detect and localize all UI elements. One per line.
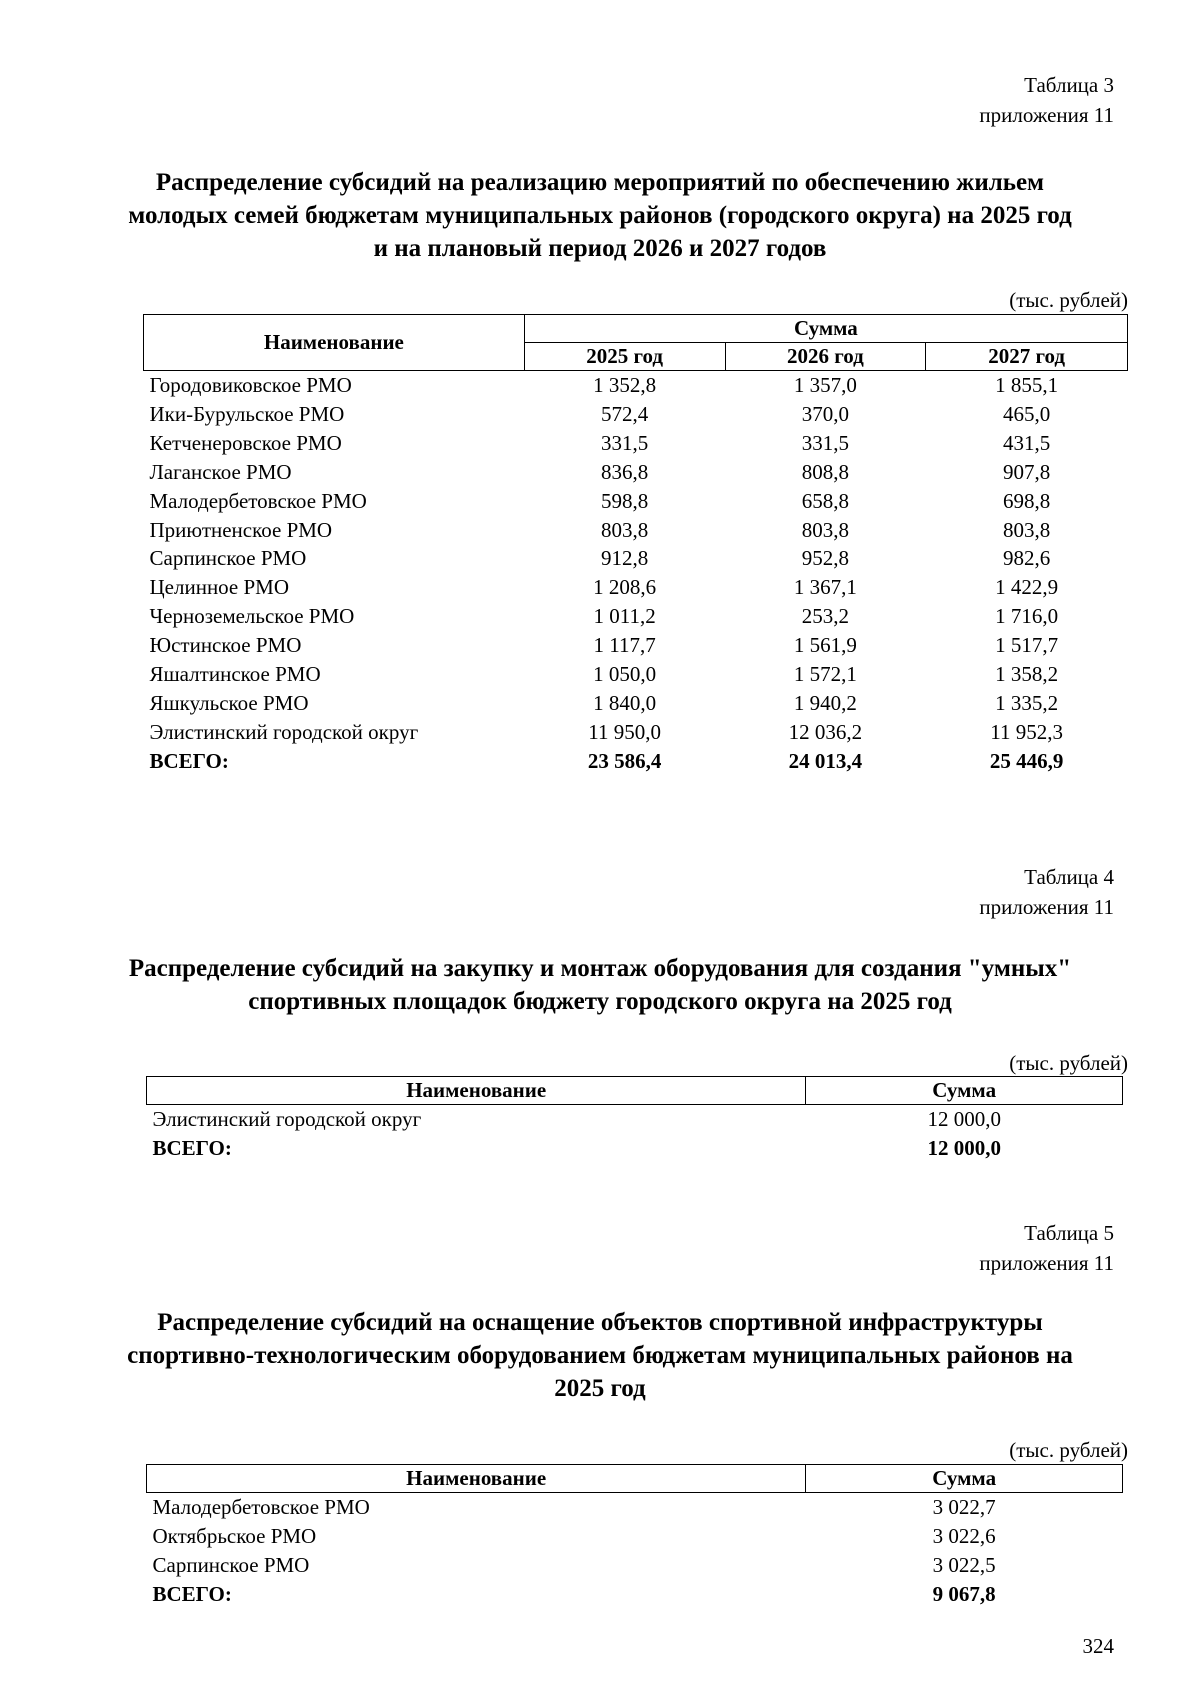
value-2027: 1 358,2: [995, 662, 1059, 687]
table5-ref-line1: Таблица 5: [1024, 1221, 1114, 1245]
page-number: 324: [1082, 1634, 1114, 1658]
value-2026: 803,8: [801, 517, 849, 542]
table-row: [147, 1551, 1123, 1580]
value-2025: 1 050,0: [593, 662, 657, 687]
row-name: Приютненское РМО: [149, 517, 333, 542]
table3-total-row: [144, 747, 1128, 776]
table-row: [144, 544, 1128, 573]
value-2027: 698,8: [1002, 488, 1051, 513]
table5-unit: (тыс. рублей): [1009, 1438, 1128, 1462]
table3-header-2025: 2025 год: [524, 343, 725, 371]
value-2026: 331,5: [801, 430, 849, 455]
total-2026: 24 013,4: [788, 748, 863, 773]
table-row: [144, 458, 1128, 487]
table3-header-sum: Сумма: [524, 315, 1127, 343]
table-row: [144, 602, 1128, 631]
value-2026: 1 561,9: [793, 633, 857, 658]
table-row: [147, 1493, 1123, 1522]
table3-ref-line1: Таблица 3: [1024, 73, 1114, 97]
row-name: Лаганское РМО: [149, 459, 292, 484]
row-name: Октябрьское РМО: [152, 1523, 317, 1548]
table4-header-name: Наименование: [147, 1077, 806, 1105]
table-row: [144, 660, 1128, 689]
table4-ref-line2: приложения 11: [979, 895, 1114, 919]
value-2027: 1 422,9: [995, 575, 1059, 600]
value-2026: 370,0: [801, 401, 849, 426]
value-2025: 803,8: [601, 517, 649, 542]
value-2025: 1 208,6: [593, 575, 657, 600]
value-2027: 11 952,3: [990, 719, 1063, 744]
table3-ref-line2: приложения 11: [979, 103, 1114, 127]
total-label: ВСЕГО:: [152, 1581, 232, 1606]
total-value: 12 000,0: [927, 1135, 1001, 1160]
table5-title: Распределение субсидий на оснащение объектов спортивной инфраструктуры спортивно-технологическим оборудованием бюджетам муниципальных районов на 2025 год: [127, 1309, 1073, 1402]
value-2026: 1 357,0: [793, 373, 857, 397]
table-row: [144, 516, 1128, 545]
row-value: 3 022,5: [932, 1552, 996, 1577]
value-2027: 431,5: [1002, 430, 1051, 455]
table-row: [144, 689, 1128, 718]
table4-total-row: [147, 1134, 1123, 1163]
value-2026: 1 367,1: [793, 575, 857, 600]
value-2025: 1 117,7: [593, 633, 656, 658]
value-2026: 658,8: [801, 488, 849, 513]
table5-header-name: Наименование: [147, 1465, 806, 1493]
row-name: Ики-Бурульское РМО: [149, 401, 345, 426]
value-2025: 836,8: [601, 459, 649, 484]
row-name: Целинное РМО: [149, 575, 290, 600]
row-name: Черноземельское РМО: [149, 604, 355, 629]
table4-header-sum: Сумма: [806, 1077, 1123, 1105]
table4-reference: [979, 862, 1114, 922]
value-2026: 253,2: [801, 604, 849, 629]
value-2027: 465,0: [1002, 401, 1051, 426]
value-2027: 907,8: [1002, 459, 1051, 484]
value-2025: 1 011,2: [593, 604, 656, 629]
row-name: Элистинский городской округ: [152, 1107, 422, 1131]
row-name: Элистинский городской округ: [149, 719, 419, 744]
table3-title: Распределение субсидий на реализацию мероприятий по обеспечению жильем молодых семей бюджетам муниципальных районов (городского округа) на 2025 год и на плановый период 2026 и 2027 годов: [128, 169, 1072, 262]
value-2027: 1 716,0: [995, 604, 1059, 629]
value-2025: 1 352,8: [593, 373, 657, 397]
table4-unit: (тыс. рублей): [1009, 1051, 1128, 1075]
row-name: Кетченеровское РМО: [149, 430, 342, 455]
table-row: [144, 573, 1128, 602]
table5-reference: [979, 1218, 1114, 1278]
value-2026: 1 940,2: [793, 690, 857, 715]
table5-header-sum: Сумма: [806, 1465, 1123, 1493]
table-row: [144, 400, 1128, 429]
value-2027: 1 855,1: [995, 373, 1059, 397]
row-name: Городовиковское РМО: [149, 373, 352, 397]
total-2025: 23 586,4: [587, 748, 662, 773]
table4-title: Распределение субсидий на закупку и монтаж оборудования для создания "умных" спортивных площадок бюджету городского округа на 2025 год: [128, 955, 1072, 1015]
row-name: Малодербетовское РМО: [152, 1495, 370, 1519]
value-2027: 1 517,7: [995, 633, 1059, 658]
value-2027: 1 335,2: [995, 690, 1059, 715]
total-label: ВСЕГО:: [149, 748, 229, 773]
table5-total-row: [147, 1580, 1123, 1609]
value-2026: 952,8: [801, 546, 849, 571]
row-name: Юстинское РМО: [149, 633, 302, 658]
value-2025: 572,4: [601, 401, 649, 426]
table3-unit: (тыс. рублей): [1009, 288, 1128, 312]
row-name: Малодербетовское РМО: [149, 488, 367, 513]
table-row: [147, 1105, 1123, 1134]
table-row: [144, 631, 1128, 660]
table3-header-name: Наименование: [144, 315, 525, 371]
value-2027: 982,6: [1002, 546, 1051, 571]
value-2025: 1 840,0: [593, 690, 657, 715]
table3: [143, 314, 1128, 776]
value-2026: 1 572,1: [793, 662, 857, 687]
total-label: ВСЕГО:: [152, 1135, 232, 1160]
table4-ref-line1: Таблица 4: [1024, 865, 1114, 889]
table-row: [147, 1522, 1123, 1551]
table5-ref-line2: приложения 11: [979, 1251, 1114, 1275]
table-row: [144, 429, 1128, 458]
value-2025: 598,8: [601, 488, 649, 513]
row-name: Сарпинское РМО: [152, 1552, 310, 1577]
row-value: 3 022,6: [932, 1523, 996, 1548]
table-row: [144, 487, 1128, 516]
total-value: 9 067,8: [932, 1581, 996, 1606]
value-2026: 12 036,2: [788, 719, 863, 744]
row-value: 12 000,0: [927, 1107, 1001, 1131]
table4: [146, 1076, 1123, 1163]
row-value: 3 022,7: [932, 1495, 996, 1519]
total-2027: 25 446,9: [989, 748, 1064, 773]
table3-header-2027: 2027 год: [926, 343, 1128, 371]
value-2025: 11 950,0: [588, 719, 661, 744]
row-name: Сарпинское РМО: [149, 546, 307, 571]
table3-reference: [979, 70, 1114, 130]
value-2026: 808,8: [801, 459, 849, 484]
table-row: [144, 371, 1128, 400]
table5: [146, 1464, 1123, 1609]
row-name: Яшалтинское РМО: [149, 662, 321, 687]
value-2025: 331,5: [601, 430, 649, 455]
row-name: Яшкульское РМО: [149, 690, 309, 715]
value-2027: 803,8: [1002, 517, 1051, 542]
value-2025: 912,8: [601, 546, 649, 571]
table3-header-2026: 2026 год: [725, 343, 926, 371]
table-row: [144, 718, 1128, 747]
